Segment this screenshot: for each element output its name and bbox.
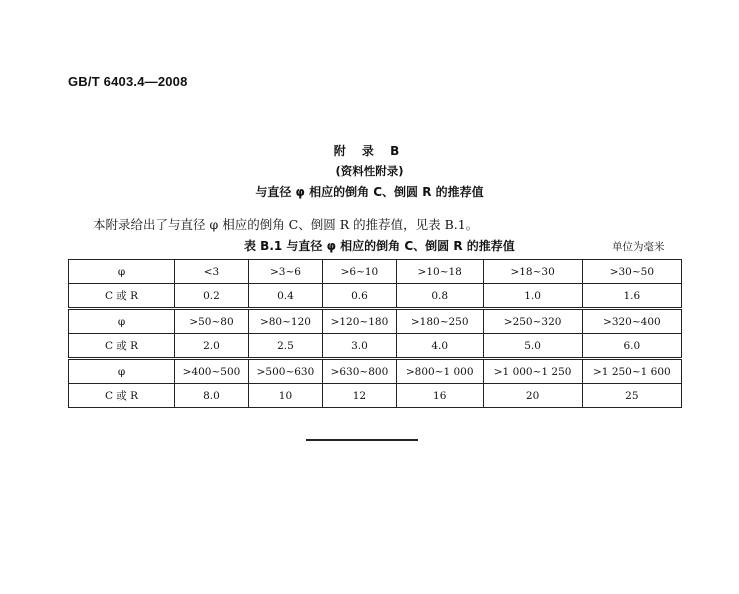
- table-cell: >1 250~1 600: [582, 359, 681, 384]
- table-row-diameter: [69, 260, 682, 284]
- table-cell: >10~18: [396, 260, 483, 284]
- table-cell: >18~30: [483, 260, 582, 284]
- table-cell: 1.6: [582, 284, 681, 309]
- table-cell: >80~120: [248, 309, 322, 334]
- table-cell: >30~50: [582, 260, 681, 284]
- table-cell: 20: [483, 384, 582, 408]
- table-cell: 25: [582, 384, 681, 408]
- table-cell: 0.8: [396, 284, 483, 309]
- table-cell: <3: [175, 260, 249, 284]
- table-cell: >50~80: [175, 309, 249, 334]
- table-cell: >500~630: [248, 359, 322, 384]
- table-cell: >120~180: [322, 309, 396, 334]
- body-paragraph: 本附录给出了与直径 φ 相应的倒角 C、倒圆 R 的推荐值，见表 B.1。: [93, 217, 479, 232]
- table-cell: 5.0: [483, 334, 582, 359]
- standard-code: GB/T 6403.4—2008: [68, 74, 188, 89]
- table-cell: >180~250: [396, 309, 483, 334]
- table-cell: >320~400: [582, 309, 681, 334]
- table-cell: 12: [322, 384, 396, 408]
- table-caption: 表 B.1 与直径 φ 相应的倒角 C、倒圆 R 的推荐值: [244, 239, 515, 253]
- table-cell: >400~500: [175, 359, 249, 384]
- end-rule: [306, 439, 418, 441]
- table-cell: 16: [396, 384, 483, 408]
- diameter-label-cell: φ: [69, 309, 175, 334]
- chamfer-radius-table: [68, 259, 682, 408]
- table-cell: >630~800: [322, 359, 396, 384]
- appendix-type: (资料性附录): [335, 164, 404, 178]
- table-cell: >250~320: [483, 309, 582, 334]
- value-label-cell: C 或 R: [69, 284, 175, 309]
- table-cell: 4.0: [396, 334, 483, 359]
- table-cell: 2.5: [248, 334, 322, 359]
- table-cell: >800~1 000: [396, 359, 483, 384]
- table-cell: 8.0: [175, 384, 249, 408]
- diameter-label-cell: φ: [69, 260, 175, 284]
- table-cell: 3.0: [322, 334, 396, 359]
- table-cell: 2.0: [175, 334, 249, 359]
- diameter-label-cell: φ: [69, 359, 175, 384]
- table-row-value: [69, 334, 682, 359]
- table-row-diameter: [69, 359, 682, 384]
- table-cell: 0.4: [248, 284, 322, 309]
- unit-note: 单位为毫米: [612, 241, 665, 253]
- value-label-cell: C 或 R: [69, 334, 175, 359]
- table-cell: 6.0: [582, 334, 681, 359]
- table-row-value: [69, 384, 682, 408]
- table-row-diameter: [69, 309, 682, 334]
- table-cell: >3~6: [248, 260, 322, 284]
- appendix-heading: 与直径 φ 相应的倒角 C、倒圆 R 的推荐值: [255, 185, 484, 199]
- table-row-value: [69, 284, 682, 309]
- table-cell: 10: [248, 384, 322, 408]
- table-cell: 1.0: [483, 284, 582, 309]
- value-label-cell: C 或 R: [69, 384, 175, 408]
- table-cell: 0.6: [322, 284, 396, 309]
- table-cell: >6~10: [322, 260, 396, 284]
- table-cell: 0.2: [175, 284, 249, 309]
- appendix-title: 附 录 B: [333, 144, 406, 158]
- table-cell: >1 000~1 250: [483, 359, 582, 384]
